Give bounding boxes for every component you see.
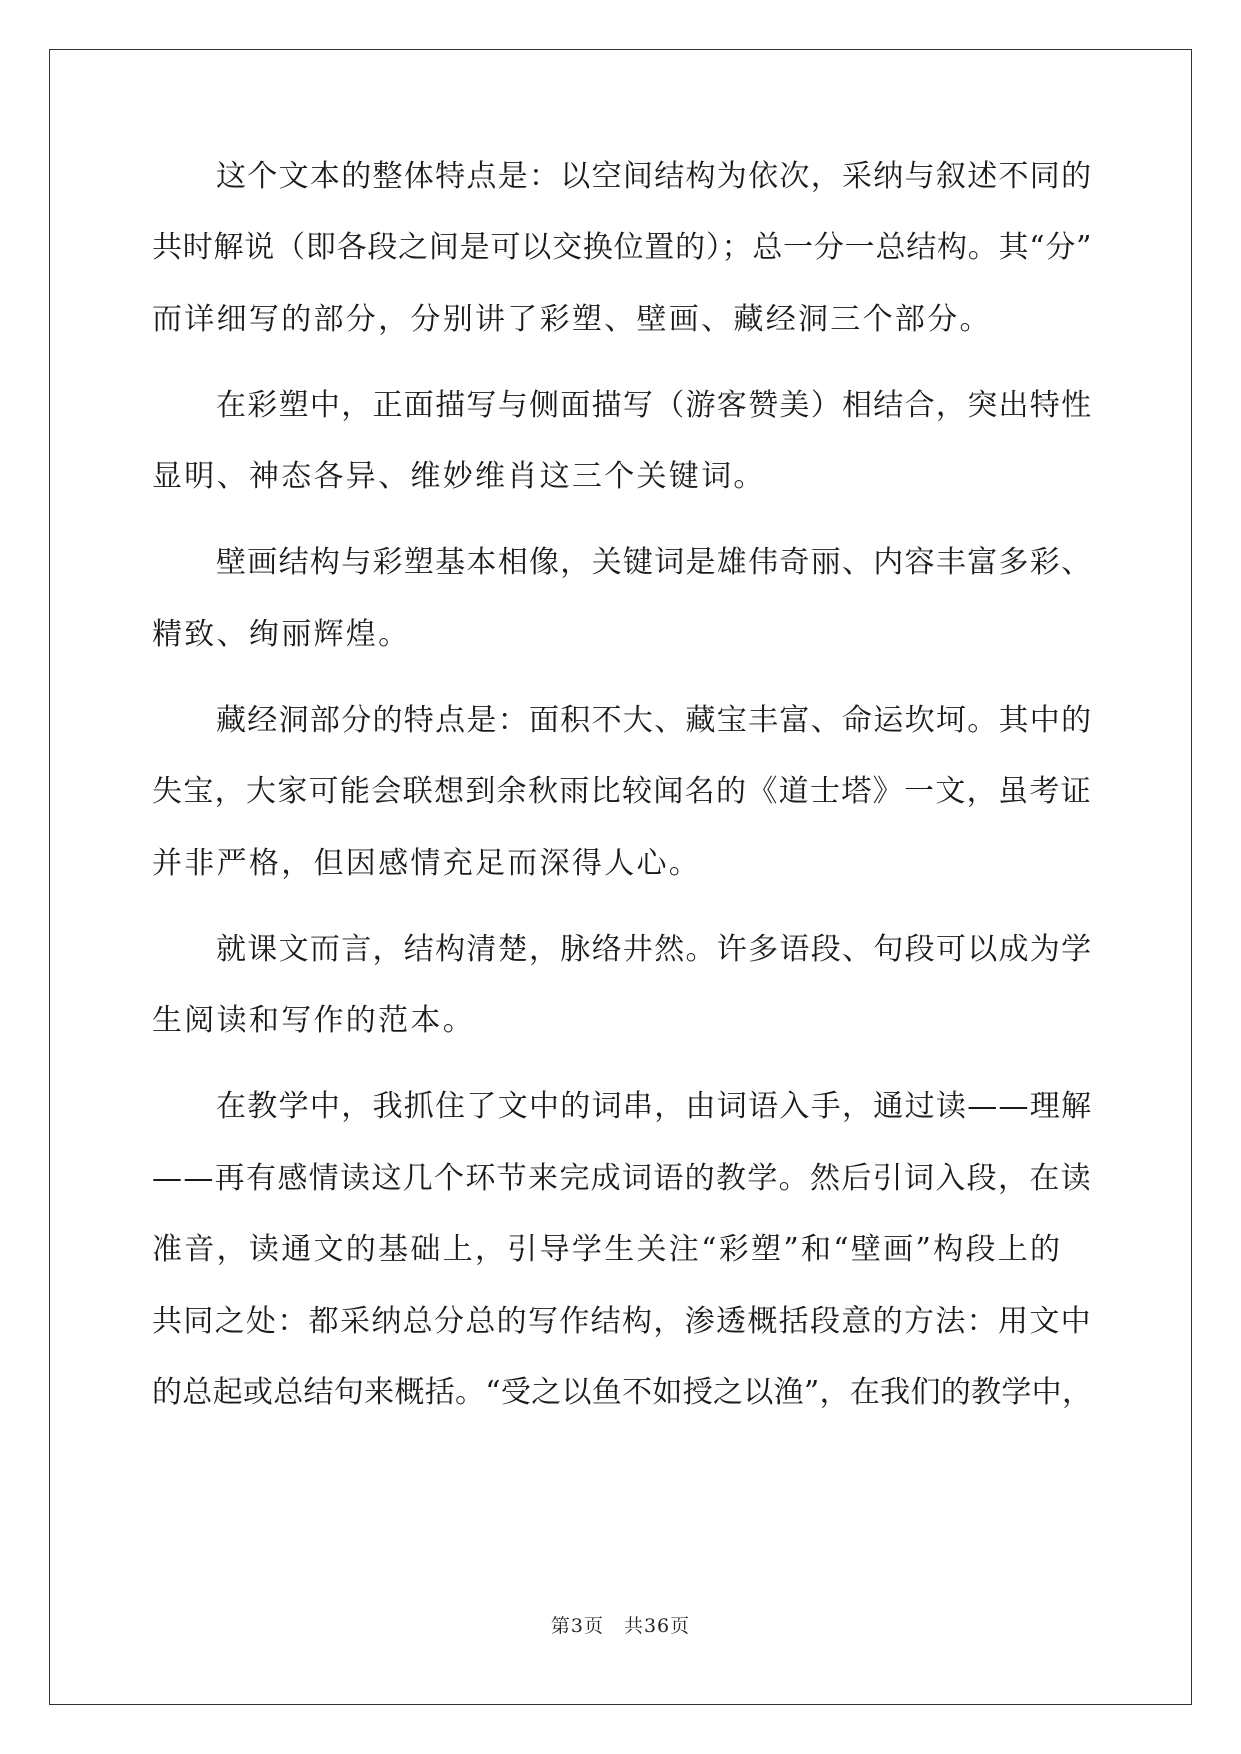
page-number-footer: 第3页 共36页 bbox=[550, 1615, 691, 1637]
text-line: 共同之处：都采纳总分总的写作结构，渗透概括段意的方法：用文中 bbox=[152, 1304, 1092, 1339]
text-line: 的总起或总结句来概括。“受之以鱼不如授之以渔”，在我们的教学中， bbox=[152, 1375, 1093, 1410]
text-line: 失宝，大家可能会联想到余秋雨比较闻名的《道士塔》一文，虽考证 bbox=[152, 774, 1092, 809]
text-line: ——再有感情读这几个环节来完成词语的教学。然后引词入段，在读 bbox=[152, 1161, 1092, 1196]
text-line: 准音，读通文的基础上，引导学生关注“彩塑”和“壁画”构段上的 bbox=[152, 1232, 1063, 1267]
text-line: 共时解说（即各段之间是可以交换位置的）；总一分一总结构。其“分” bbox=[152, 230, 1093, 265]
text-line: 生阅读和写作的范本。 bbox=[152, 1003, 475, 1038]
text-line: 在教学中，我抓住了文中的词串，由词语入手，通过读——理解 bbox=[216, 1089, 1093, 1124]
text-line: 显明、神态各异、维妙维肖这三个关键词。 bbox=[152, 459, 766, 494]
text-line: 就课文而言，结构清楚，脉络井然。许多语段、句段可以成为学 bbox=[216, 932, 1093, 967]
text-line: 藏经洞部分的特点是：面积不大、藏宝丰富、命运坎坷。其中的 bbox=[216, 703, 1093, 738]
text-line: 壁画结构与彩塑基本相像，关键词是雄伟奇丽、内容丰富多彩、 bbox=[216, 545, 1093, 580]
text-line: 精致、绚丽辉煌。 bbox=[152, 617, 411, 652]
text-line: 而详细写的部分，分别讲了彩塑、壁画、藏经洞三个部分。 bbox=[152, 302, 992, 337]
text-line: 在彩塑中，正面描写与侧面描写（游客赞美）相结合，突出特性 bbox=[216, 388, 1093, 423]
text-line: 并非严格，但因感情充足而深得人心。 bbox=[152, 846, 702, 881]
text-line: 这个文本的整体特点是：以空间结构为依次，采纳与叙述不同的 bbox=[216, 159, 1093, 194]
